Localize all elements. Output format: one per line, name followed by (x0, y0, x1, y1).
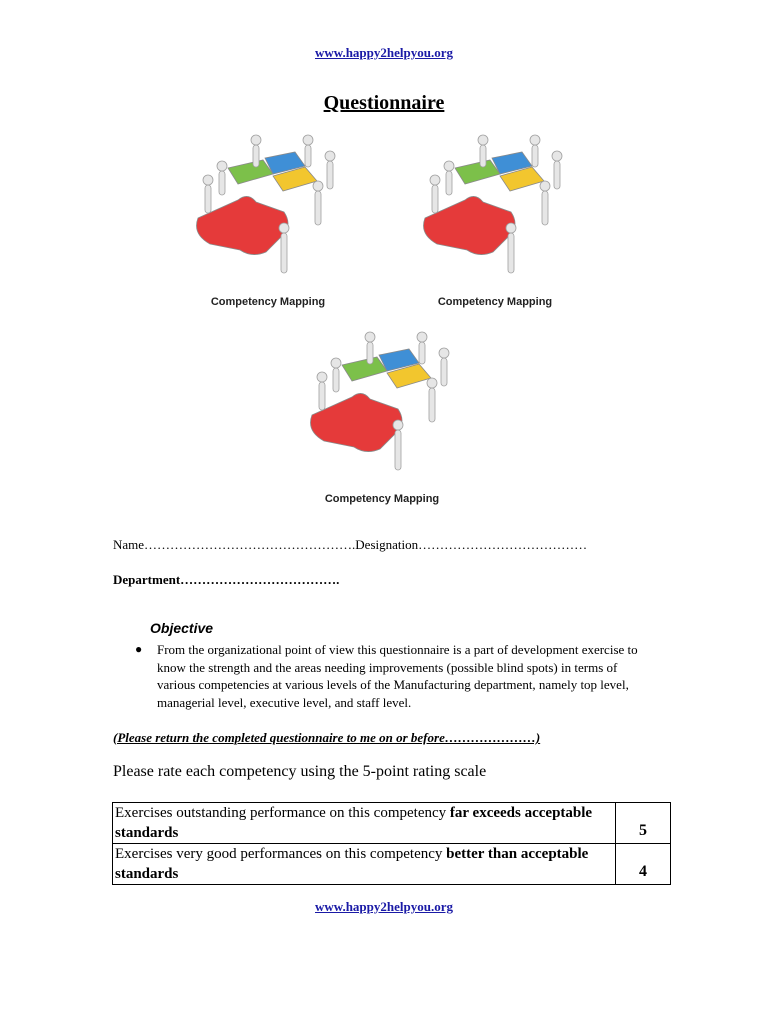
rating-scale-heading: Please rate each competency using the 5-point rating scale (113, 763, 487, 780)
competency-mapping-figure-2 (395, 128, 595, 328)
return-note: (Please return the completed questionnaire to me on or before…………………) (113, 730, 541, 745)
rating-description: Exercises outstanding performance on this competency far exceeds acceptable standards (113, 803, 616, 844)
bullet-icon: ● (135, 642, 143, 656)
table-row (113, 844, 671, 885)
competency-mapping-figure-3 (282, 325, 482, 525)
objective-heading: Objective (150, 620, 214, 636)
puzzle-people-icon (395, 128, 595, 293)
figure-caption: Competency Mapping (437, 296, 553, 308)
rating-score: 5 (616, 803, 671, 844)
name-designation-field[interactable]: Name………………………………………….Designation………………………………… (113, 537, 588, 552)
competency-mapping-figure-1 (168, 128, 368, 328)
footer-website-link[interactable]: www.happy2helpyou.org (315, 899, 453, 914)
page-title: Questionnaire (323, 92, 445, 114)
figure-caption: Competency Mapping (210, 296, 326, 308)
objective-text: From the organizational point of view this questionnaire is a part of development exercise to know the strength and the areas needing improvements (possible blind spots) in terms of various competencies at various levels of the Manufacturing department, namely top level, managerial level, executive level, and staff level. (157, 642, 638, 710)
rating-scale-table (112, 802, 671, 885)
rating-description: Exercises very good performances on this competency better than acceptable standards (113, 844, 616, 885)
rating-score: 4 (616, 844, 671, 885)
puzzle-people-icon (168, 128, 368, 293)
table-row (113, 803, 671, 844)
figure-caption: Competency Mapping (324, 493, 440, 505)
department-field[interactable]: Department………………………………. (113, 572, 340, 587)
header-website-link[interactable]: www.happy2helpyou.org (315, 45, 453, 60)
puzzle-people-icon (282, 325, 482, 490)
